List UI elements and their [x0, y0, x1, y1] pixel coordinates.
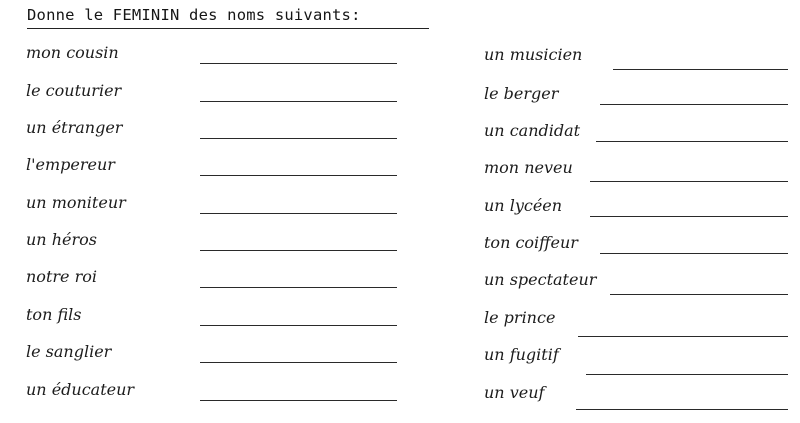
left-item-word: mon cousin	[26, 43, 119, 62]
right-answer-blank[interactable]	[596, 141, 788, 142]
right-item-word: ton coiffeur	[484, 233, 578, 252]
right-item-word: un musicien	[484, 45, 583, 64]
left-answer-blank[interactable]	[200, 287, 397, 288]
left-item-word: un éducateur	[26, 380, 135, 399]
right-answer-blank[interactable]	[600, 104, 788, 105]
right-answer-blank[interactable]	[590, 216, 788, 217]
right-answer-blank[interactable]	[586, 374, 788, 375]
left-item-word: un héros	[26, 230, 97, 249]
left-item-word: ton fils	[26, 305, 82, 324]
right-answer-blank[interactable]	[576, 409, 788, 410]
left-answer-blank[interactable]	[200, 101, 397, 102]
right-item-word: un fugitif	[484, 345, 559, 364]
instruction-underline	[27, 28, 429, 29]
left-answer-blank[interactable]	[200, 213, 397, 214]
exercise-instruction: Donne le FEMININ des noms suivants:	[27, 6, 361, 24]
left-answer-blank[interactable]	[200, 362, 397, 363]
left-item-word: l'empereur	[26, 155, 115, 174]
left-answer-blank[interactable]	[200, 63, 397, 64]
left-answer-blank[interactable]	[200, 400, 397, 401]
left-answer-blank[interactable]	[200, 325, 397, 326]
left-item-word: notre roi	[26, 267, 97, 286]
right-item-word: mon neveu	[484, 158, 573, 177]
left-item-word: un étranger	[26, 118, 123, 137]
left-answer-blank[interactable]	[200, 138, 397, 139]
right-answer-blank[interactable]	[610, 294, 788, 295]
left-item-word: un moniteur	[26, 193, 126, 212]
right-item-word: le prince	[484, 308, 556, 327]
left-item-word: le couturier	[26, 81, 122, 100]
right-item-word: un lycéen	[484, 196, 563, 215]
left-item-word: le sanglier	[26, 342, 112, 361]
right-item-word: un spectateur	[484, 270, 597, 289]
right-item-word: un candidat	[484, 121, 581, 140]
right-answer-blank[interactable]	[600, 253, 788, 254]
left-answer-blank[interactable]	[200, 175, 397, 176]
right-item-word: le berger	[484, 84, 559, 103]
right-answer-blank[interactable]	[578, 336, 788, 337]
left-answer-blank[interactable]	[200, 250, 397, 251]
right-answer-blank[interactable]	[613, 69, 788, 70]
right-item-word: un veuf	[484, 383, 545, 402]
right-answer-blank[interactable]	[590, 181, 788, 182]
